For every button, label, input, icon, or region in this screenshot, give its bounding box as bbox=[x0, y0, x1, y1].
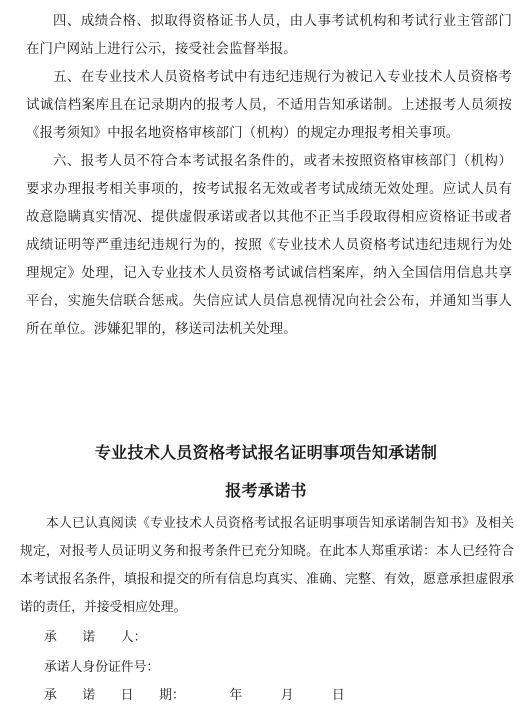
commitment-title: 专业技术人员资格考试报名证明事项告知承诺制 bbox=[94, 443, 438, 462]
id-number-field-label: 承诺人身份证件号： bbox=[44, 660, 160, 675]
signer-field-label: 承 诺 人： bbox=[44, 630, 147, 645]
notice-item-6: 六、报考人员不符合本考试报名条件的，或者未按照资格审核部门（机构）要求办理报考相关事项的，按考试报名无效或者考试成绩无效处理。应试人员有故意隐瞒真实情况、提供虚假承诺或者以其他不正当手段取得相应资格证书或者成绩证明等严重违纪违规行为的，按照《专业技术人员资格考试违纪违规行为处理规定》处理，记入专业技术人员资格考试诚信档案库，纳入全国信用信息共享平台，实施失信联合惩戒。失信应试人员信息视情况向社会公布，并通知当事人所在单位。涉嫌犯罪的，移送司法机关处理。 bbox=[26, 154, 512, 337]
commitment-subtitle: 报考承诺书 bbox=[225, 481, 307, 500]
notice-item-4: 四、成绩合格、拟取得资格证书人员，由人事考试机构和考试行业主管部门在门户网站上进行公示，接受社会监督举报。 bbox=[26, 14, 512, 57]
date-field-label: 承 诺 日 期： 年 月 日 bbox=[44, 688, 345, 703]
commitment-body: 本人已认真阅读《专业技术人员资格考试报名证明事项告知承诺制告知书》及相关规定，对报考人员证明义务和报考条件已充分知晓。在此本人郑重承诺：本人已经符合本考试报名条件，填报和提交的所有信息均真实、准确、完整、有效，愿意承担虚假承诺的责任，并接受相应处理。 bbox=[20, 516, 514, 615]
notice-item-5: 五、在专业技术人员资格考试中有违纪违规行为被记入专业技术人员资格考试诚信档案库且在记录期内的报考人员，不适用告知承诺制。上述报考人员须按《报考须知》中报名地资格审核部门（机构）的规定办理报考相关事项。 bbox=[26, 70, 512, 141]
